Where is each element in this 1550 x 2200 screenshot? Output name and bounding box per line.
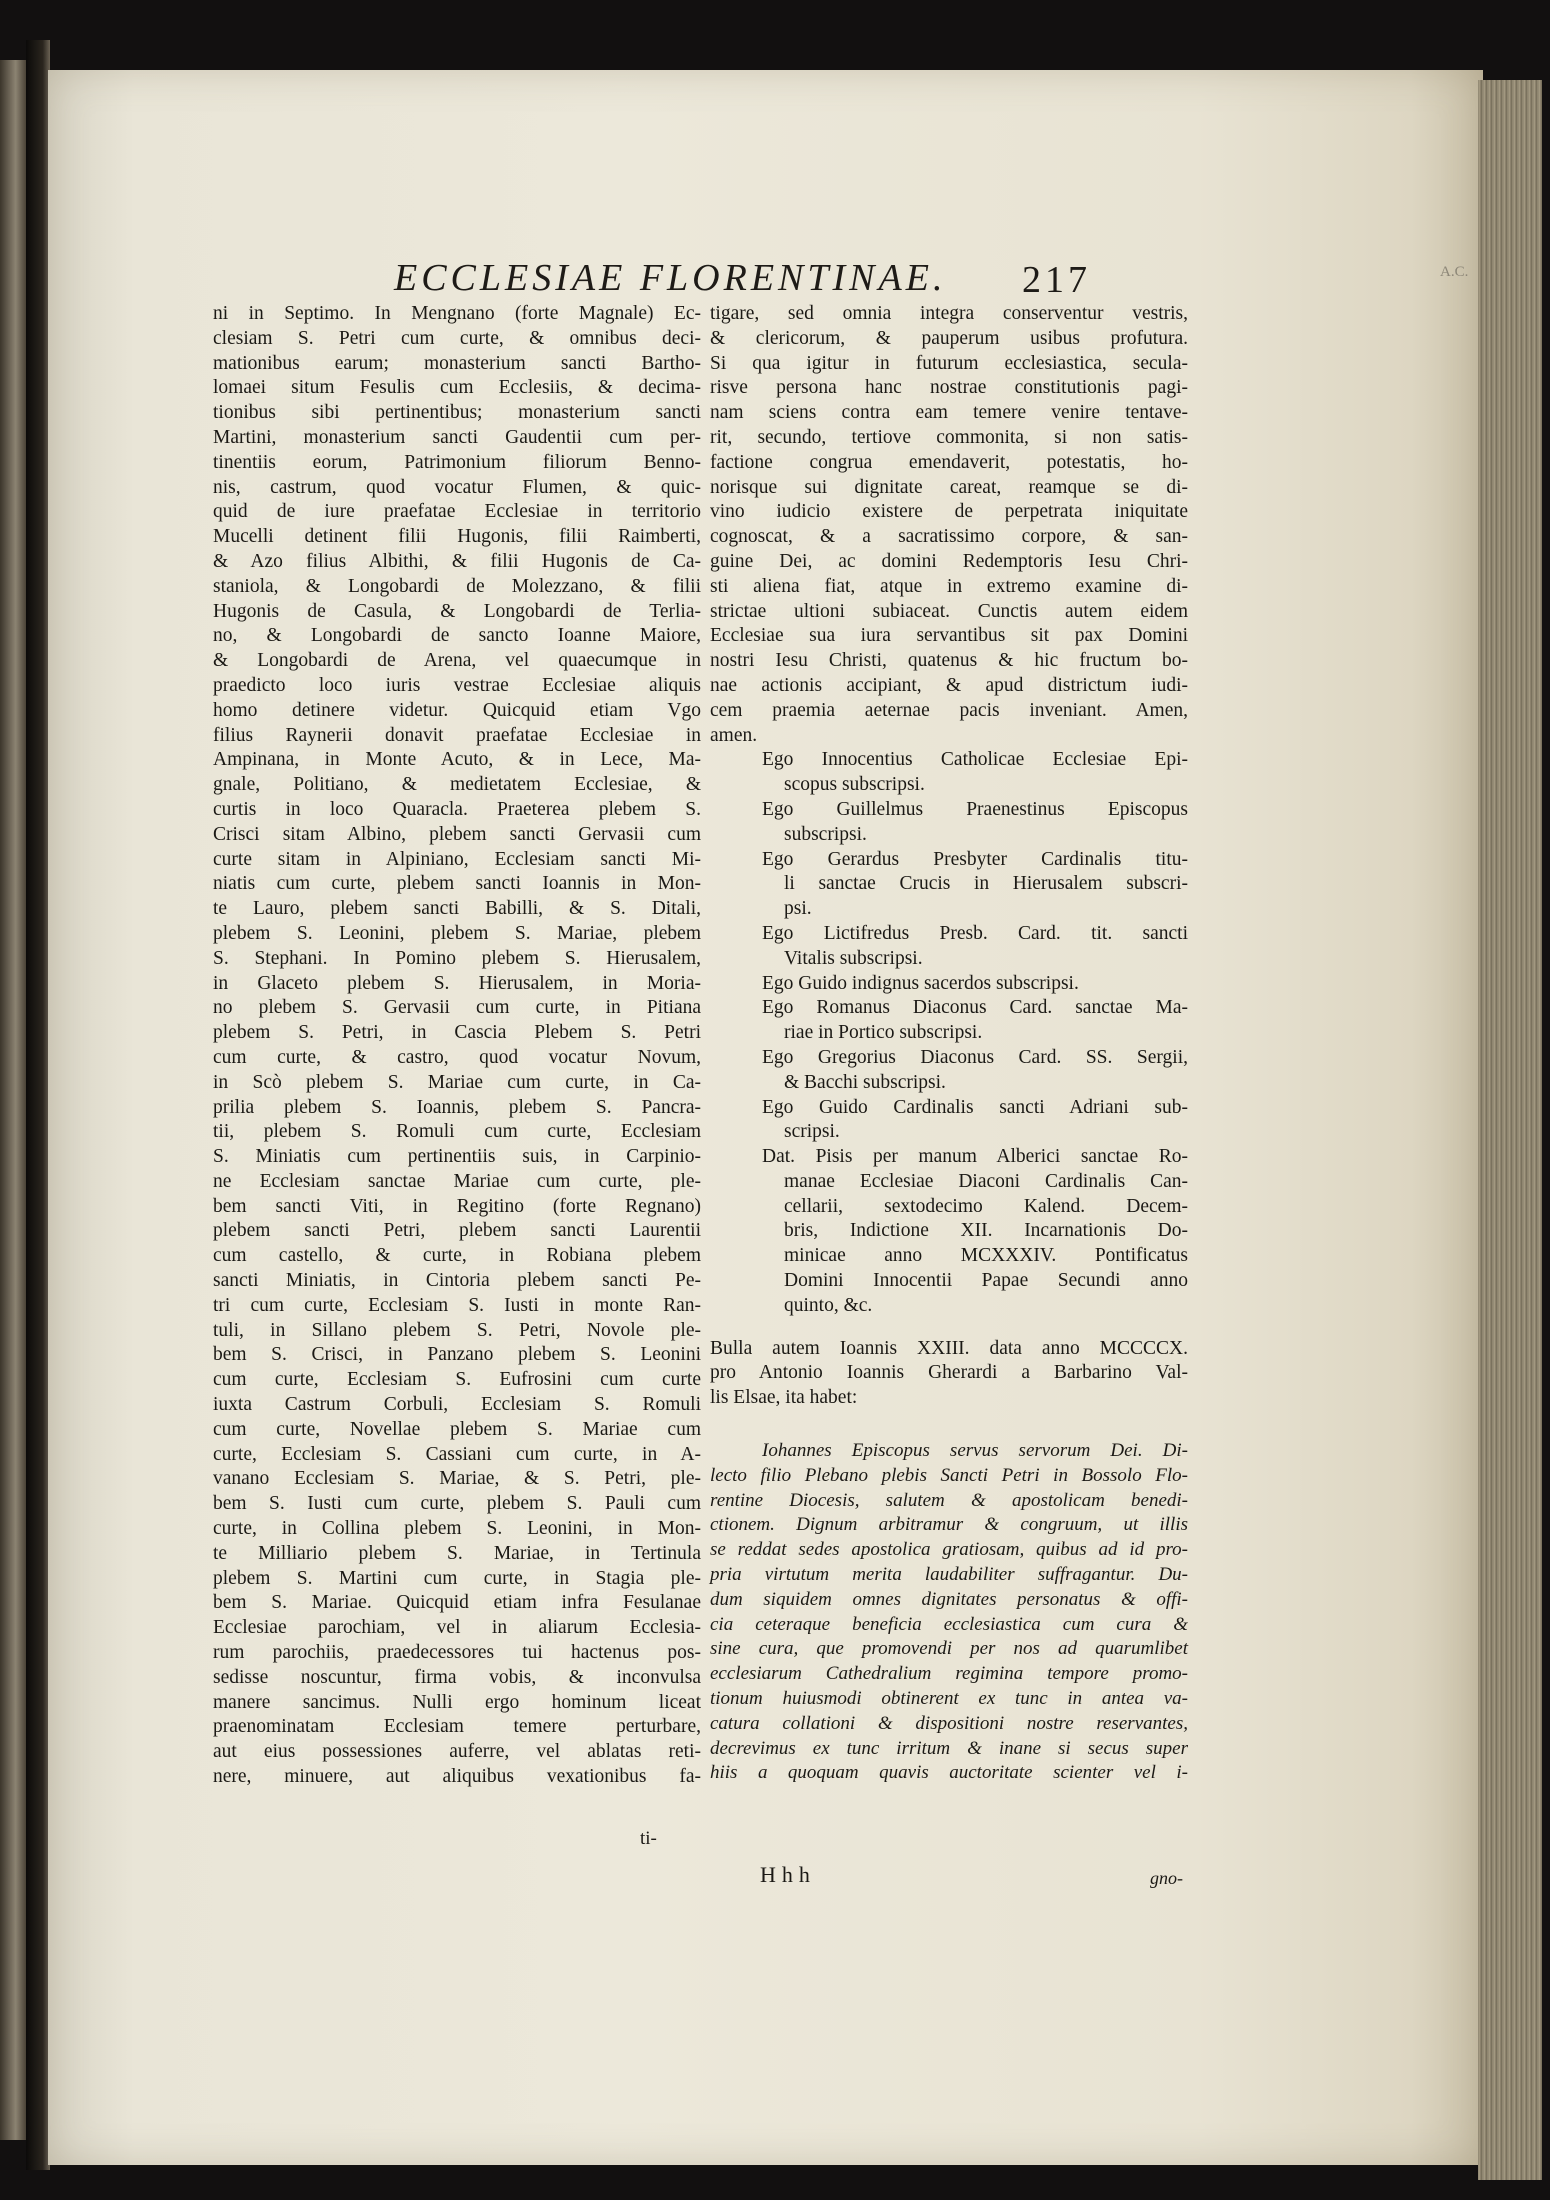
text-line: amen. bbox=[710, 724, 758, 746]
signature-line: Ego Romanus Diaconus Card. sanctae Ma- bbox=[762, 997, 1188, 1019]
left-catchword: ti- bbox=[640, 1828, 657, 1849]
text-line: in Scò plebem S. Mariae cum curte, in Ca- bbox=[213, 1071, 701, 1093]
text-line: bem S. Mariae. Quicquid etiam infra Fesulanae bbox=[213, 1592, 701, 1614]
bull-text-line: dum siquidem omnes dignitates personatus & offi- bbox=[710, 1588, 1188, 1610]
text-line: lomaei situm Fesulis cum Ecclesiis, & decima- bbox=[213, 377, 701, 399]
bull-text-line: cia ceteraque beneficia ecclesiastica cum cura & bbox=[710, 1613, 1188, 1635]
text-line: cognoscat, & a sacratissimo corpore, & san- bbox=[710, 526, 1188, 548]
bull-text-line: ecclesiarum Cathedralium regimina tempore promo- bbox=[710, 1663, 1188, 1685]
text-line: Mucelli detinent filii Hugonis, filii Raimberti, bbox=[213, 526, 701, 548]
text-line: Bulla autem Ioannis XXIII. data anno MCCCCX. bbox=[710, 1337, 1188, 1359]
signature-line: Ego Guido indignus sacerdos subscripsi. bbox=[762, 972, 1079, 994]
text-line: in Glaceto plebem S. Hierusalem, in Moria- bbox=[213, 972, 701, 994]
signature-line: manae Ecclesiae Diaconi Cardinalis Can- bbox=[784, 1170, 1188, 1192]
signature-line: li sanctae Crucis in Hierusalem subscri- bbox=[784, 873, 1188, 895]
text-line: te Milliario plebem S. Mariae, in Tertinula bbox=[213, 1542, 701, 1564]
text-line: manere sancimus. Nulli ergo hominum liceat bbox=[213, 1691, 701, 1713]
bull-text-line: lecto filio Plebano plebis Sancti Petri in Bossolo Flo- bbox=[710, 1464, 1188, 1486]
left-page-edge bbox=[0, 60, 26, 2140]
text-line: Si qua igitur in futurum ecclesiastica, secula- bbox=[710, 352, 1188, 374]
text-line: S. Stephani. In Pomino plebem S. Hierusalem, bbox=[213, 947, 701, 969]
text-line: plebem S. Leonini, plebem S. Mariae, plebem bbox=[213, 922, 701, 944]
bull-text-line: rentine Diocesis, salutem & apostolicam benedi- bbox=[710, 1489, 1188, 1511]
text-line: lis Elsae, ita habet: bbox=[710, 1387, 858, 1409]
text-line: cum curte, Ecclesiam S. Eufrosini cum curte bbox=[213, 1369, 701, 1391]
text-line: no plebem S. Gervasii cum curte, in Pitiana bbox=[213, 997, 701, 1019]
text-line: tii, plebem S. Romuli cum curte, Ecclesiam bbox=[213, 1121, 701, 1143]
signature-line: Ego Gerardus Presbyter Cardinalis titu- bbox=[762, 848, 1188, 870]
text-line: bem sancti Viti, in Regitino (forte Regnano) bbox=[213, 1195, 701, 1217]
signature-line: Ego Lictifredus Presb. Card. tit. sancti bbox=[762, 922, 1188, 944]
text-line: nis, castrum, quod vocatur Flumen, & quic- bbox=[213, 476, 701, 498]
text-line: prilia plebem S. Ioannis, plebem S. Pancra- bbox=[213, 1096, 701, 1118]
signature-line: minicae anno MCXXXIV. Pontificatus bbox=[784, 1245, 1188, 1267]
text-line: praedicto loco iuris vestrae Ecclesiae aliquis bbox=[213, 674, 701, 696]
text-line: tigare, sed omnia integra conserventur vestris, bbox=[710, 303, 1188, 324]
text-line: gnale, Politiano, & medietatem Ecclesiae, & bbox=[213, 774, 701, 796]
signature-line: bris, Indictione XII. Incarnationis Do- bbox=[784, 1220, 1188, 1242]
text-line: risve persona hanc nostrae constitutionis pagi- bbox=[710, 377, 1188, 399]
right-text-column bbox=[710, 302, 1188, 1786]
text-line: te Lauro, plebem sancti Babilli, & S. Ditali, bbox=[213, 898, 701, 920]
text-line: cum castello, & curte, in Robiana plebem bbox=[213, 1245, 701, 1267]
text-line: curtis in loco Quaracla. Praeterea plebem S. bbox=[213, 798, 701, 820]
text-line: plebem sancti Petri, plebem sancti Laurentii bbox=[213, 1220, 701, 1242]
text-line: iuxta Castrum Corbuli, Ecclesiam S. Romuli bbox=[213, 1394, 701, 1416]
text-line: cem praemia aeternae pacis inveniant. Amen, bbox=[710, 699, 1188, 721]
signature-line: riae in Portico subscripsi. bbox=[784, 1022, 983, 1044]
signature-line: cellarii, sextodecimo Kalend. Decem- bbox=[784, 1195, 1188, 1217]
text-line: cum curte, Novellae plebem S. Mariae cum bbox=[213, 1418, 701, 1440]
signature-line: scopus subscripsi. bbox=[784, 774, 925, 796]
left-text-column bbox=[213, 302, 701, 1790]
text-line: bem S. Iusti cum curte, plebem S. Pauli cum bbox=[213, 1493, 701, 1515]
text-line: guine Dei, ac domini Redemptoris Iesu Chri- bbox=[710, 550, 1188, 572]
signature-line: Vitalis subscripsi. bbox=[784, 947, 923, 969]
signature-line: scripsi. bbox=[784, 1121, 840, 1143]
text-line: curte, Ecclesiam S. Cassiani cum curte, in A- bbox=[213, 1443, 701, 1465]
bull-text-line: Iohannes Episcopus servus servorum Dei. Di- bbox=[762, 1440, 1188, 1462]
text-line: rit, secundo, tertiove commonita, si non satis- bbox=[710, 426, 1188, 448]
text-line: Martini, monasterium sancti Gaudentii cum per- bbox=[213, 426, 701, 448]
text-line: filius Raynerii donavit praefatae Ecclesiae in bbox=[213, 724, 701, 746]
text-line: tinentiis eorum, Patrimonium filiorum Benno- bbox=[213, 451, 701, 473]
signature-line: Ego Guido Cardinalis sancti Adriani sub- bbox=[762, 1096, 1188, 1118]
margin-note: A.C. bbox=[1440, 264, 1469, 280]
text-line: clesiam S. Petri cum curte, & omnibus deci- bbox=[213, 327, 701, 349]
text-line: quid de iure praefatae Ecclesiae in territorio bbox=[213, 501, 701, 523]
text-line: & Longobardi de Arena, vel quaecumque in bbox=[213, 650, 701, 672]
text-line: & clericorum, & pauperum usibus profutura. bbox=[710, 327, 1188, 349]
bull-text-line: tionum huiusmodi obtinerent ex tunc in antea va- bbox=[710, 1688, 1188, 1710]
page-number: 217 bbox=[1022, 259, 1091, 301]
bull-text-line: pria virtutum merita laudabiliter suffragantur. Du- bbox=[710, 1564, 1188, 1586]
text-line: vino iudicio existere de perpetrata iniquitate bbox=[710, 501, 1188, 523]
text-line: Ecclesiae sua iura servantibus sit pax Domini bbox=[710, 625, 1188, 647]
binding-gutter bbox=[26, 40, 50, 2170]
text-line: strictae ultioni subiaceat. Cunctis autem eidem bbox=[710, 600, 1188, 622]
text-line: nae actionis accipiant, & apud districtum iudi- bbox=[710, 674, 1188, 696]
bull-text-line: catura collationi & dispositioni nostre reservantes, bbox=[710, 1712, 1188, 1734]
text-line: Hugonis de Casula, & Longobardi de Terlia- bbox=[213, 600, 701, 622]
text-line: tionibus sibi pertinentibus; monasterium sancti bbox=[213, 402, 701, 424]
signature-line: quinto, &c. bbox=[784, 1294, 873, 1316]
text-line: plebem S. Petri, in Cascia Plebem S. Petri bbox=[213, 1022, 701, 1044]
text-line: curte, in Collina plebem S. Leonini, in Mon- bbox=[213, 1518, 701, 1540]
text-line: niatis cum curte, plebem sancti Ioannis in Mon- bbox=[213, 873, 701, 895]
text-line: vanano Ecclesiam S. Mariae, & S. Petri, ple- bbox=[213, 1468, 701, 1490]
text-line: nere, minuere, aut aliquibus vexationibus fa- bbox=[213, 1766, 701, 1788]
bull-text-line: hiis a quoquam quavis auctoritate scienter vel i- bbox=[710, 1762, 1188, 1784]
signature-line: & Bacchi subscripsi. bbox=[784, 1071, 946, 1093]
text-line: cum curte, & castro, quod vocatur Novum, bbox=[213, 1046, 701, 1068]
bull-text-line: se reddat sedes apostolica gratiosam, quibus ad id pro- bbox=[710, 1539, 1188, 1561]
text-line: no, & Longobardi de sancto Ioanne Maiore, bbox=[213, 625, 701, 647]
text-line: curte sitam in Alpiniano, Ecclesiam sancti Mi- bbox=[213, 848, 701, 870]
text-line: S. Miniatis cum pertinentiis suis, in Carpinio- bbox=[213, 1146, 701, 1168]
signature-line: psi. bbox=[784, 898, 812, 920]
bull-text-line: ctionem. Dignum arbitramur & congruum, ut illis bbox=[710, 1514, 1188, 1536]
text-line: Ampinana, in Monte Acuto, & in Lece, Ma- bbox=[213, 749, 701, 771]
text-line: aut eius possessiones auferre, vel ablatas reti- bbox=[213, 1741, 701, 1763]
text-line: pro Antonio Ioannis Gherardi a Barbarino Val- bbox=[710, 1362, 1188, 1384]
signature-line: Ego Innocentius Catholicae Ecclesiae Epi- bbox=[762, 749, 1188, 771]
text-line: nostri Iesu Christi, quatenus & hic fructum bo- bbox=[710, 650, 1188, 672]
text-line: sedisse noscuntur, firma vobis, & inconvulsa bbox=[213, 1666, 701, 1688]
text-line: norisque sui dignitate careat, reamque se di- bbox=[710, 476, 1188, 498]
signature-mark: Hhh bbox=[760, 1862, 816, 1887]
text-line: nam sciens contra eam temere venire tentave- bbox=[710, 402, 1188, 424]
text-line: praenominatam Ecclesiam temere perturbare, bbox=[213, 1716, 701, 1738]
bull-text-line: decrevimus ex tunc irritum & inane si secus super bbox=[710, 1737, 1188, 1759]
text-line: rum parochiis, praedecessores tui hactenus pos- bbox=[213, 1642, 701, 1664]
text-line: factione congrua emendaverit, potestatis, ho- bbox=[710, 451, 1188, 473]
text-line: ni in Septimo. In Mengnano (forte Magnale) Ec- bbox=[213, 303, 701, 324]
text-line: Ecclesiae parochiam, vel in aliarum Ecclesia- bbox=[213, 1617, 701, 1639]
page-title: ECCLESIAE FLORENTINAE. bbox=[394, 257, 947, 299]
text-line: sti aliena fiat, atque in extremo examine di- bbox=[710, 575, 1188, 597]
text-line: plebem S. Martini cum curte, in Stagia ple- bbox=[213, 1567, 701, 1589]
text-line: ne Ecclesiam sanctae Mariae cum curte, ple- bbox=[213, 1170, 701, 1192]
text-line: sancti Miniatis, in Cintoria plebem sancti Pe- bbox=[213, 1270, 701, 1292]
text-line: bem S. Crisci, in Panzano plebem S. Leonini bbox=[213, 1344, 701, 1366]
text-line: mationibus earum; monasterium sancti Bartho- bbox=[213, 352, 701, 374]
text-line: & Azo filius Albithi, & filii Hugonis de Ca- bbox=[213, 550, 701, 572]
bull-text-line: sine cura, que promovendi per nos ad quarumlibet bbox=[710, 1638, 1188, 1660]
text-line: homo detinere videtur. Quicquid etiam Vgo bbox=[213, 699, 701, 721]
text-line: tri cum curte, Ecclesiam S. Iusti in monte Ran- bbox=[213, 1294, 701, 1316]
signature-line: Domini Innocentii Papae Secundi anno bbox=[784, 1270, 1188, 1292]
signature-line: subscripsi. bbox=[784, 823, 867, 845]
text-line: Crisci sitam Albino, plebem sancti Gervasii cum bbox=[213, 823, 701, 845]
text-line: tuli, in Sillano plebem S. Petri, Novole ple- bbox=[213, 1319, 701, 1341]
signature-line: Dat. Pisis per manum Alberici sanctae Ro- bbox=[762, 1146, 1188, 1168]
text-line: staniola, & Longobardi de Molezzano, & filii bbox=[213, 575, 701, 597]
signature-line: Ego Gregorius Diaconus Card. SS. Sergii, bbox=[762, 1046, 1188, 1068]
signature-line: Ego Guillelmus Praenestinus Episcopus bbox=[762, 798, 1188, 820]
page-stack-edge bbox=[1478, 80, 1542, 2180]
right-catchword: gno- bbox=[1150, 1868, 1183, 1888]
